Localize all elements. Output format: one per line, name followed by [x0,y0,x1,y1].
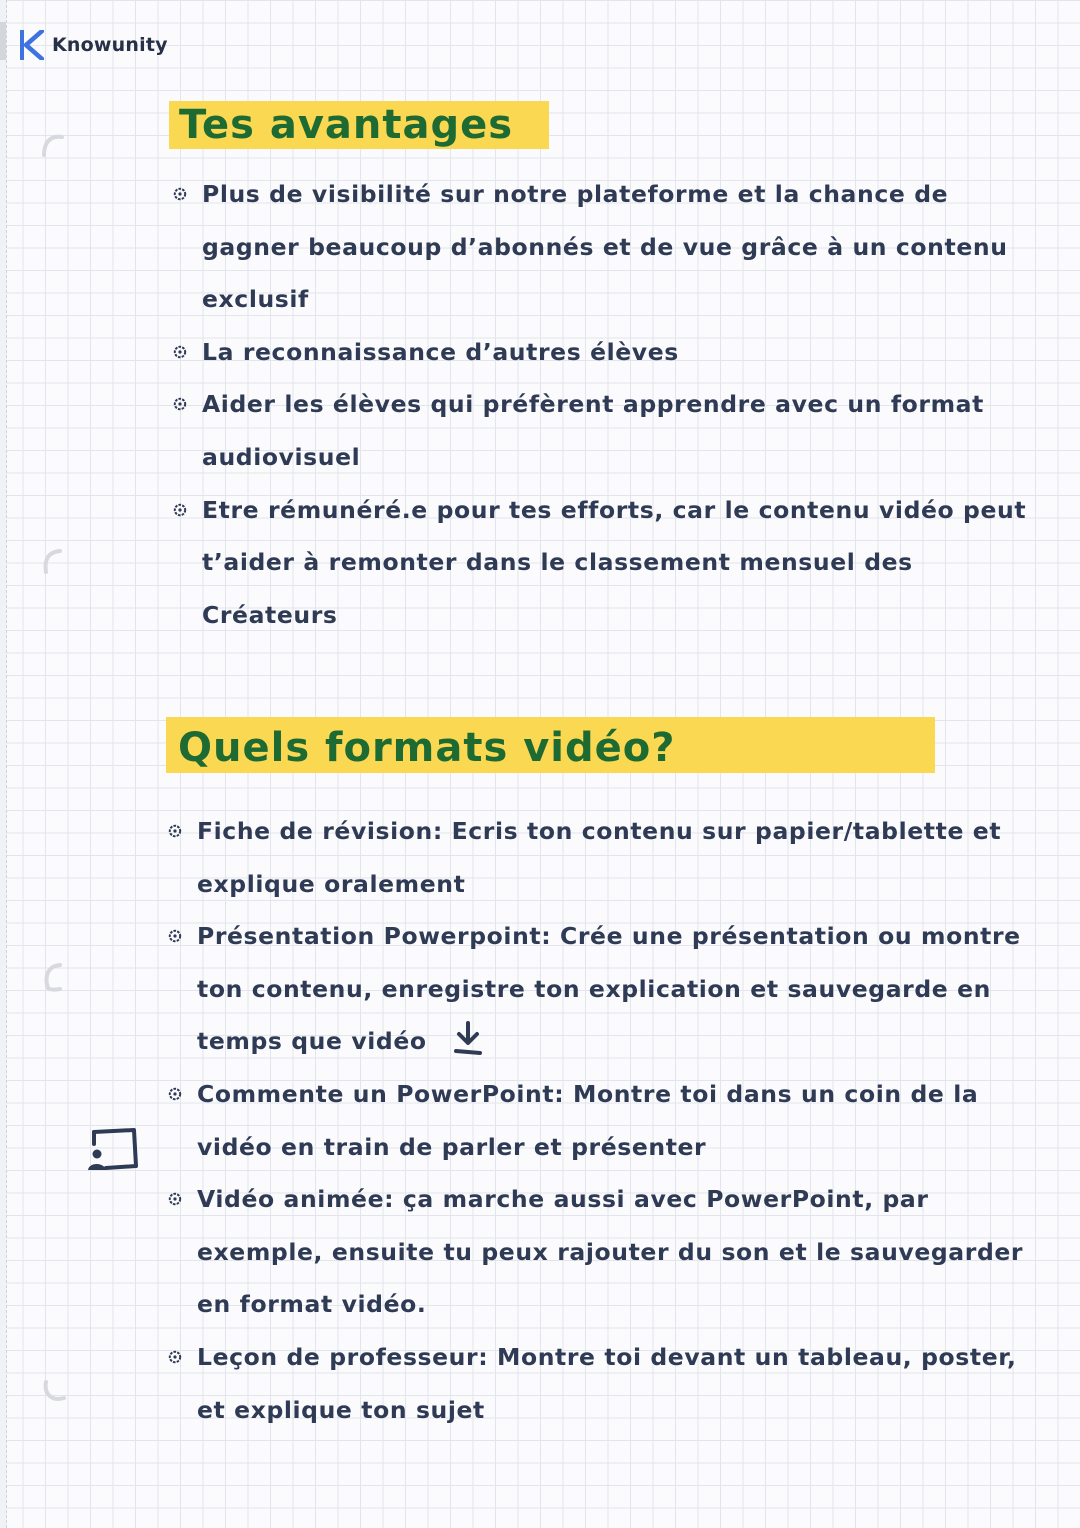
brand-name: Knowunity [52,34,168,56]
download-icon [453,1021,483,1055]
list-item: Fiche de révision: Ecris ton contenu sur papier/tablette et explique oralement [167,805,1027,910]
flower-bullet-icon [167,928,183,944]
flower-bullet-icon [172,502,188,518]
flower-bullet-icon [167,1086,183,1102]
list-item: Commente un PowerPoint: Montre toi dans un coin de la vidéo en train de parler et présenter [167,1068,1027,1173]
section-title-video-formats: Quels formats vidéo? [166,717,935,773]
list-item: Vidéo animée: ça marche aussi avec PowerPoint, par exemple, ensuite tu peux rajouter du son et le sauvegarder en format vidéo. [167,1173,1027,1331]
presenter-screen-icon [84,1126,142,1176]
flower-bullet-icon [172,396,188,412]
list-item: Etre rémunéré.e pour tes efforts, car le contenu vidéo peut t’aider à remonter dans le classement mensuel des Créateurs [172,484,1032,642]
binder-ring-icon [38,548,68,578]
flower-bullet-icon [172,186,188,202]
binder-ring-icon [38,133,68,163]
binder-ring-icon [38,1376,68,1406]
flower-bullet-icon [172,344,188,360]
flower-bullet-icon [167,823,183,839]
list-item: La reconnaissance d’autres élèves [172,326,1032,379]
list-item: Leçon de professeur: Montre toi devant un tableau, poster, et explique ton sujet [167,1331,1027,1436]
page-edge-tab [0,22,6,60]
list-item: Présentation Powerpoint: Crée une présentation ou montre ton contenu, enregistre ton explication et sauvegarde en temps que vidéo [167,910,1027,1068]
list-item: Aider les élèves qui préfèrent apprendre avec un format audiovisuel [172,378,1032,483]
flower-bullet-icon [167,1349,183,1365]
section-title-advantages: Tes avantages [169,101,549,149]
flower-bullet-icon [167,1191,183,1207]
binder-ring-icon [38,962,68,992]
list-item: Plus de visibilité sur notre plateforme et la chance de gagner beaucoup d’abonnés et de vue grâce à un contenu exclusif [172,168,1032,326]
brand-header [20,30,168,60]
page-left-edge [0,0,7,1528]
advantages-list [172,168,1032,641]
video-formats-list [167,805,1027,1436]
knowunity-logo-icon [20,30,44,60]
